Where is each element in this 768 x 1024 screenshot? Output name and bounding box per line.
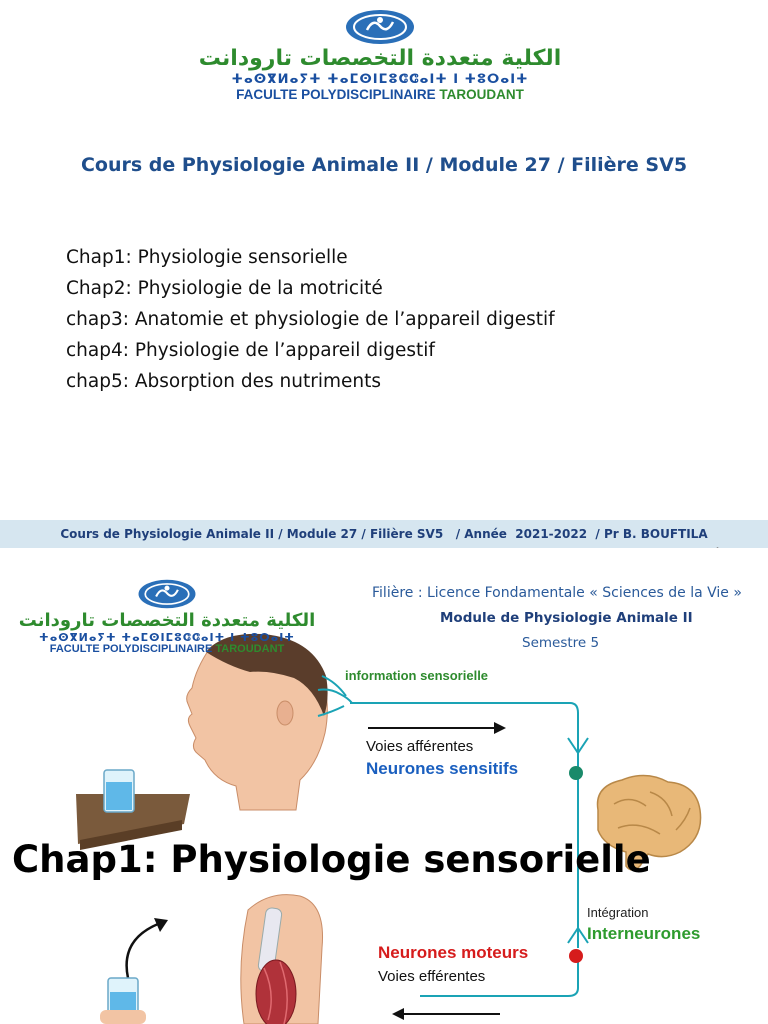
chapter-item: chap5: Absorption des nutriments xyxy=(66,371,381,392)
neurones-moteurs-label: Neurones moteurs xyxy=(378,943,529,962)
hand-glass-illustration xyxy=(100,978,146,1024)
voies-afferentes-label: Voies afférentes xyxy=(366,738,474,755)
motor-neuron-body-icon xyxy=(569,949,583,963)
faculty-logo xyxy=(190,8,570,102)
chapter-list xyxy=(66,242,555,397)
voies-efferentes-label: Voies efférentes xyxy=(378,968,486,985)
course-title: Cours de Physiologie Animale II / Module 27 / Filière SV5 xyxy=(80,154,688,176)
faculty-emblem-icon xyxy=(343,8,417,46)
logo-french-text xyxy=(8,644,326,655)
interneurones-label: Interneurones xyxy=(587,924,701,943)
logo-arabic-text: الكلية متعددة التخصصات تارودانت xyxy=(18,610,316,631)
info-sensorielle-label: information sensorielle xyxy=(345,668,489,683)
afferent-neuron-body-icon xyxy=(569,766,583,780)
logo-city-name: TAROUDANT xyxy=(215,643,285,655)
slide-2 xyxy=(0,548,768,1024)
chapter-item: chap3: Anatomie et physiologie de l’appareil digestif xyxy=(66,309,555,330)
human-head-illustration xyxy=(187,634,328,810)
logo-faculty-name: FACULTE POLYDISCIPLINAIRE xyxy=(49,643,216,655)
chapter-title: Chap1: Physiologie sensorielle xyxy=(12,838,651,881)
chapter-item: Chap2: Physiologie de la motricité xyxy=(66,278,383,299)
logo-tifinagh-text: ⵜⴰⵙⴳⵍⴰⵢⵜ ⵜⴰⵎⵙⵏⵎⵓⵛⵛⴰⵏⵜ ⵏ ⵜⵓⵔⴰⵏⵜ xyxy=(39,631,295,644)
logo-arabic-text: الكلية متعددة التخصصات تارودانت xyxy=(198,46,562,71)
footer-bar xyxy=(0,520,768,548)
faculty-emblem-icon xyxy=(136,578,198,610)
efferent-arrow-icon xyxy=(392,1008,500,1020)
semestre-label: Semestre 5 xyxy=(522,635,600,651)
afferent-arrow-icon xyxy=(368,722,506,734)
logo-tifinagh-text: ⵜⴰⵙⴳⵍⴰⵢⵜ ⵜⴰⵎⵙⵏⵎⵓⵛⵛⴰⵏⵜ ⵏ ⵜⵓⵔⴰⵏⵜ xyxy=(231,72,529,87)
chapter-item: chap4: Physiologie de l’appareil digestif xyxy=(66,340,435,361)
faculty-logo-small xyxy=(8,578,326,655)
neurones-sensitifs-label: Neurones sensitifs xyxy=(366,759,519,778)
logo-french-text xyxy=(190,88,570,102)
integration-label: Intégration xyxy=(587,905,649,920)
logo-city-name: TAROUDANT xyxy=(439,87,524,102)
module-label: Module de Physiologie Animale II xyxy=(440,610,693,626)
movement-arrow-icon xyxy=(127,918,168,978)
chapter-item: Chap1: Physiologie sensorielle xyxy=(66,247,348,268)
footer-text: Cours de Physiologie Animale II / Module 27 / Filière SV5 / Année 2021-2022 / Pr B. BOUFTILA xyxy=(60,527,708,541)
arm-muscle-illustration xyxy=(241,895,323,1024)
filiere-label: Filière : Licence Fondamentale « Sciences de la Vie » xyxy=(372,585,742,601)
logo-faculty-name: FACULTE POLYDISCIPLINAIRE xyxy=(236,87,440,102)
